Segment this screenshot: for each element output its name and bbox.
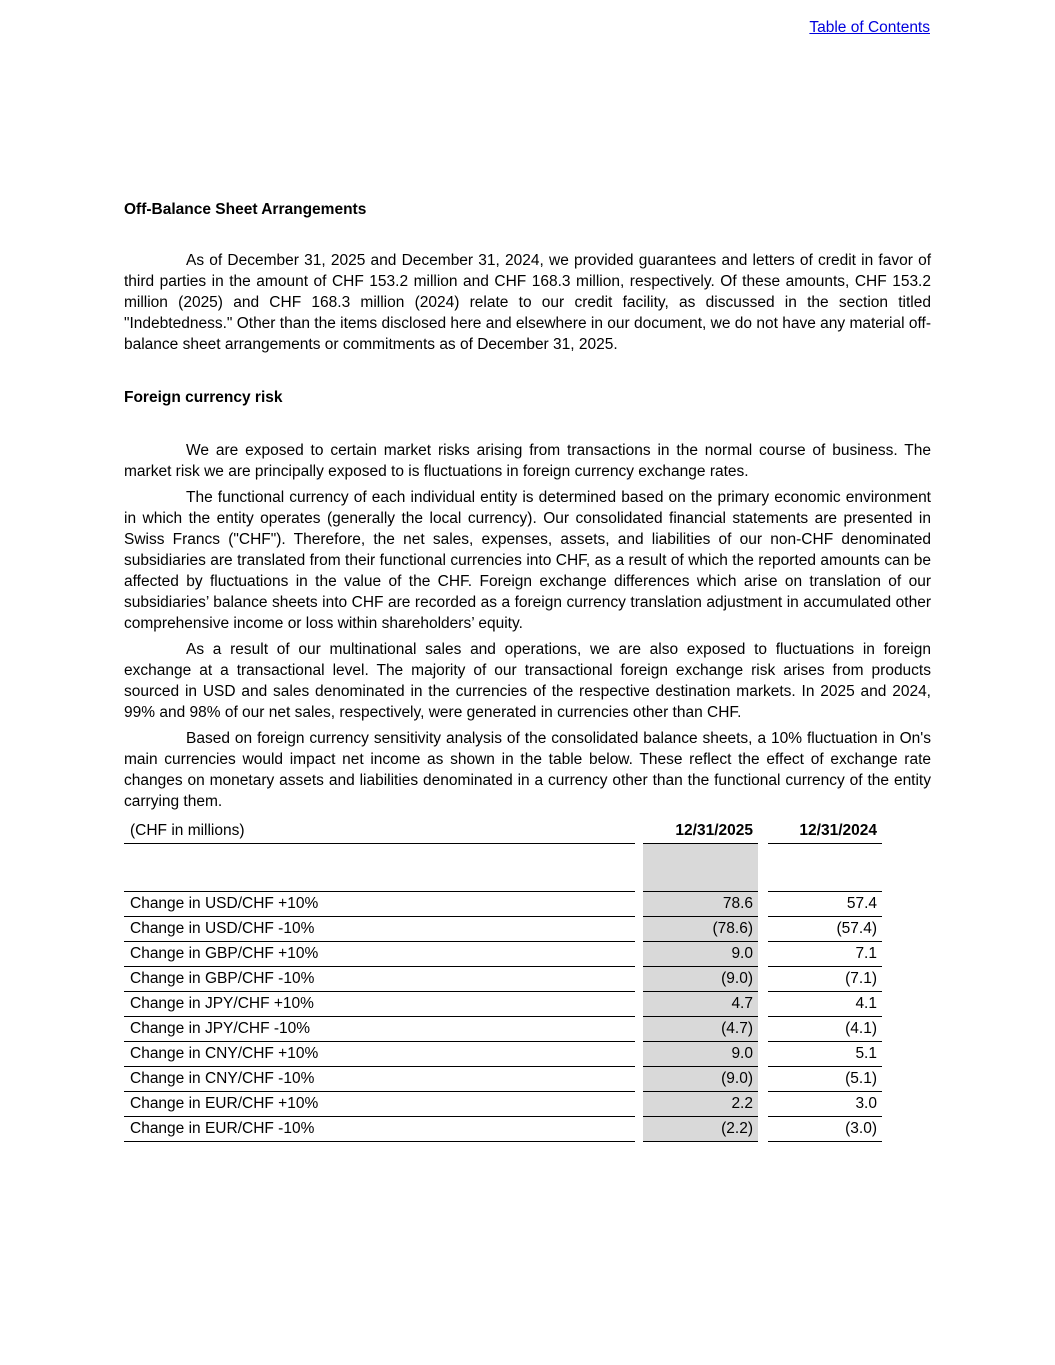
paragraph-functional-currency: The functional currency of each individual entity is determined based on the primary economic environment in which the entity operates (generally the local currency). Our consolidated financial statements are presented in Swiss Francs ("CHF"). Therefore, the net sales, expenses, assets, and liabilities of our non-CHF denominated subsidiaries are translated from their functional currencies into CHF, as a result of which the reported amounts can be affected by fluctuations in the value of the CHF. Foreign exchange differences which arise on translation of our subsidiaries’ balance sheets into CHF are recorded as a foreign currency translation adjustment in accumulated other comprehensive income or loss within shareholders’ equity. <box>124 489 931 632</box>
column-gap <box>635 844 643 892</box>
row-label: Change in CNY/CHF -10% <box>124 1067 635 1092</box>
column-gap <box>758 1067 768 1092</box>
value-2024: 3.0 <box>768 1092 882 1117</box>
table-row <box>124 1017 882 1042</box>
column-gap <box>635 992 643 1017</box>
column-gap <box>635 967 643 992</box>
section-heading-foreign-currency-risk: Foreign currency risk <box>124 389 283 406</box>
header-chf-in-millions: (CHF in millions) <box>124 818 635 844</box>
value-2024: (5.1) <box>768 1067 882 1092</box>
table-row <box>124 942 882 967</box>
paragraph-sensitivity-analysis: Based on foreign currency sensitivity analysis of the consolidated balance sheets, a 10% fluctuation in On's main currencies would impact net income as shown in the table below. These reflect the effect of exchange rate changes on monetary assets and liabilities denominated in a currency other than the functional currency of the entity carrying them. <box>124 730 931 810</box>
column-gap <box>635 818 643 844</box>
value-2024: (57.4) <box>768 917 882 942</box>
spacer-2024-cell <box>768 844 882 892</box>
column-gap <box>635 917 643 942</box>
row-label: Change in USD/CHF -10% <box>124 917 635 942</box>
column-gap <box>635 1042 643 1067</box>
column-gap <box>758 1017 768 1042</box>
row-label: Change in EUR/CHF +10% <box>124 1092 635 1117</box>
row-label: Change in GBP/CHF +10% <box>124 942 635 967</box>
value-2025: (9.0) <box>643 967 758 992</box>
table-row <box>124 1117 882 1142</box>
value-2024: 7.1 <box>768 942 882 967</box>
column-gap <box>758 818 768 844</box>
paragraph-multinational-sales: As a result of our multinational sales and operations, we are also exposed to fluctuations in foreign exchange at a transactional level. The majority of our transactional foreign exchange risk arises from products sourced in USD and sales denominated in the currencies of the respective destination markets. In 2025 and 2024, 99% and 98% of our net sales, respectively, were generated in currencies other than CHF. <box>124 641 931 721</box>
value-2025: (2.2) <box>643 1117 758 1142</box>
table-row <box>124 992 882 1017</box>
table-header-row <box>124 818 882 844</box>
table-of-contents-link[interactable]: Table of Contents <box>809 19 930 36</box>
value-2025: (9.0) <box>643 1067 758 1092</box>
spacer-label-cell <box>124 844 635 892</box>
row-label: Change in CNY/CHF +10% <box>124 1042 635 1067</box>
table-row <box>124 967 882 992</box>
value-2025: 4.7 <box>643 992 758 1017</box>
column-gap <box>635 1067 643 1092</box>
column-gap <box>758 892 768 917</box>
table-row <box>124 1067 882 1092</box>
column-gap <box>758 1117 768 1142</box>
column-gap <box>635 892 643 917</box>
row-label: Change in GBP/CHF -10% <box>124 967 635 992</box>
paragraph-market-risks: We are exposed to certain market risks arising from transactions in the normal course of business. The market risk we are principally exposed to is fluctuations in foreign currency exchange rates. <box>124 442 931 480</box>
value-2024: (3.0) <box>768 1117 882 1142</box>
column-gap <box>758 967 768 992</box>
table-row <box>124 1092 882 1117</box>
value-2025: (78.6) <box>643 917 758 942</box>
value-2025: 9.0 <box>643 1042 758 1067</box>
value-2024: 4.1 <box>768 992 882 1017</box>
table-spacer-row <box>124 844 882 892</box>
column-gap <box>758 917 768 942</box>
table-row <box>124 1042 882 1067</box>
column-gap <box>635 942 643 967</box>
value-2024: (4.1) <box>768 1017 882 1042</box>
column-gap <box>758 1042 768 1067</box>
page-content <box>124 0 931 1142</box>
paragraph-off-balance-sheet: As of December 31, 2025 and December 31, 2024, we provided guarantees and letters of credit in favor of third parties in the amount of CHF 153.2 million and CHF 168.3 million, respectively. Of these amounts, CHF 153.2 million (2025) and CHF 168.3 million (2024) relate to our credit facility, as discussed in the section titled "Indebtedness." Other than the items disclosed here and elsewhere in our document, we do not have any material off-balance sheet arrangements or commitments as of December 31, 2025. <box>124 252 931 353</box>
column-gap <box>635 1117 643 1142</box>
currency-sensitivity-table <box>124 818 882 1142</box>
row-label: Change in EUR/CHF -10% <box>124 1117 635 1142</box>
value-2025: 9.0 <box>643 942 758 967</box>
row-label: Change in USD/CHF +10% <box>124 892 635 917</box>
column-gap <box>758 992 768 1017</box>
table-row <box>124 917 882 942</box>
column-gap <box>635 1017 643 1042</box>
row-label: Change in JPY/CHF -10% <box>124 1017 635 1042</box>
table-row <box>124 892 882 917</box>
column-gap <box>758 942 768 967</box>
value-2024: (7.1) <box>768 967 882 992</box>
section-heading-off-balance-sheet: Off-Balance Sheet Arrangements <box>124 201 367 218</box>
header-date-2024: 12/31/2024 <box>768 818 882 844</box>
value-2025: (4.7) <box>643 1017 758 1042</box>
row-label: Change in JPY/CHF +10% <box>124 992 635 1017</box>
column-gap <box>758 844 768 892</box>
value-2025: 2.2 <box>643 1092 758 1117</box>
column-gap <box>758 1092 768 1117</box>
column-gap <box>635 1092 643 1117</box>
header-date-2025: 12/31/2025 <box>643 818 758 844</box>
spacer-2025-cell <box>643 844 758 892</box>
value-2024: 5.1 <box>768 1042 882 1067</box>
value-2025: 78.6 <box>643 892 758 917</box>
value-2024: 57.4 <box>768 892 882 917</box>
